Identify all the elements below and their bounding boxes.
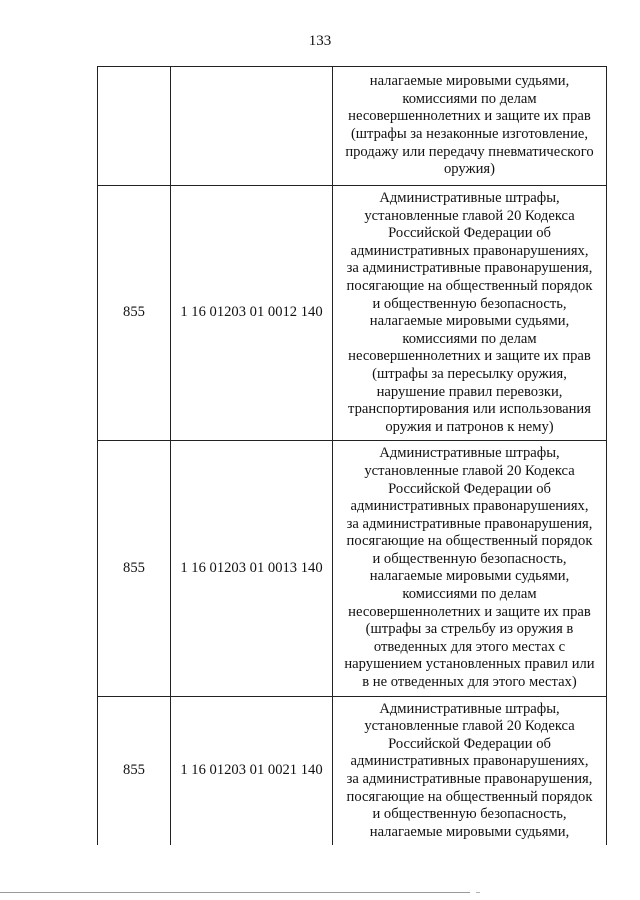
description-line: (штрафы за пересылку оружия,	[372, 365, 567, 382]
description-line: за административные правонарушения,	[346, 771, 593, 787]
description-line: несовершеннолетних и защите их прав	[348, 603, 591, 620]
description-line: транспортирования или использования	[348, 401, 591, 418]
description-line: Российской Федерации об	[388, 225, 551, 242]
description-line: посягающие на общественный порядок	[346, 533, 593, 550]
description-line: посягающие на общественный порядок	[346, 277, 593, 294]
description-line: административных правонарушениях,	[350, 242, 589, 259]
description-line: оружия и патронов к нему)	[385, 418, 554, 435]
description-line: налагаемые мировыми судьями,	[369, 313, 570, 330]
description-line: установленные главой 20 Кодекса	[364, 462, 575, 479]
description-line: за административные правонарушения,	[346, 515, 593, 532]
table-row	[98, 67, 607, 186]
description-cell	[333, 186, 607, 441]
description-line: в не отведенных для этого местах)	[362, 674, 577, 691]
description-line: комиссиями по делам	[402, 90, 537, 107]
description-line: налагаемые мировыми судьями,	[369, 73, 570, 90]
kbk-code-cell: 1 16 01203 01 0021 140	[171, 696, 333, 845]
description-line: Российской Федерации об	[388, 735, 551, 752]
table-row	[98, 441, 607, 696]
budget-codes-table	[97, 66, 607, 845]
description-line: налагаемые мировыми судьями,	[369, 823, 570, 840]
footer-rule	[0, 892, 470, 893]
description-line: (штрафы за стрельбу из оружия в	[365, 621, 574, 638]
description-line: Административные штрафы,	[379, 445, 560, 462]
table-row	[98, 186, 607, 441]
description-line: и общественную безопасность,	[372, 295, 567, 312]
description-line: комиссиями по делам	[402, 330, 537, 347]
description-line: налагаемые мировыми судьями,	[369, 568, 570, 585]
table-row	[98, 696, 607, 845]
description-line: посягающие на общественный порядок	[346, 788, 593, 805]
admin-code-cell: 855	[98, 186, 171, 441]
description-line: установленные главой 20 Кодекса	[364, 207, 575, 224]
kbk-code-cell	[171, 67, 333, 186]
description-line: административных правонарушениях,	[350, 498, 589, 515]
description-line: продажу или передачу пневматического	[345, 143, 594, 160]
kbk-code-cell: 1 16 01203 01 0013 140	[171, 441, 333, 696]
description-cell	[333, 67, 607, 186]
description-line: Российской Федерации об	[388, 480, 551, 497]
description-line: установленные главой 20 Кодекса	[364, 718, 575, 735]
table-body	[98, 67, 607, 846]
description-line: несовершеннолетних и защите их прав	[348, 348, 591, 365]
description-line: отведенных для этого местах с	[373, 638, 566, 655]
description-cell	[333, 696, 607, 845]
description-line: и общественную безопасность,	[372, 806, 567, 823]
description-line: комиссиями по делам	[402, 586, 537, 603]
footer-rule-mark	[476, 892, 480, 893]
admin-code-cell	[98, 67, 171, 186]
description-cell	[333, 441, 607, 696]
description-line: нарушением установленных правил или	[344, 656, 595, 673]
description-line: Административные штрафы,	[379, 190, 560, 206]
description-line: (штрафы за незаконные изготовление,	[350, 126, 589, 142]
description-line: административных правонарушениях,	[350, 753, 589, 770]
page-number: 133	[308, 33, 332, 49]
kbk-code-cell: 1 16 01203 01 0012 140	[171, 186, 333, 441]
description-line: оружия)	[444, 161, 495, 178]
description-line: нарушение правил перевозки,	[376, 383, 563, 400]
description-line: несовершеннолетних и защите их прав	[348, 108, 591, 125]
description-line: Административные штрафы,	[379, 700, 560, 717]
admin-code-cell: 855	[98, 696, 171, 845]
description-line: за административные правонарушения,	[346, 260, 593, 277]
description-line: и общественную безопасность,	[372, 550, 567, 567]
admin-code-cell: 855	[98, 441, 171, 696]
